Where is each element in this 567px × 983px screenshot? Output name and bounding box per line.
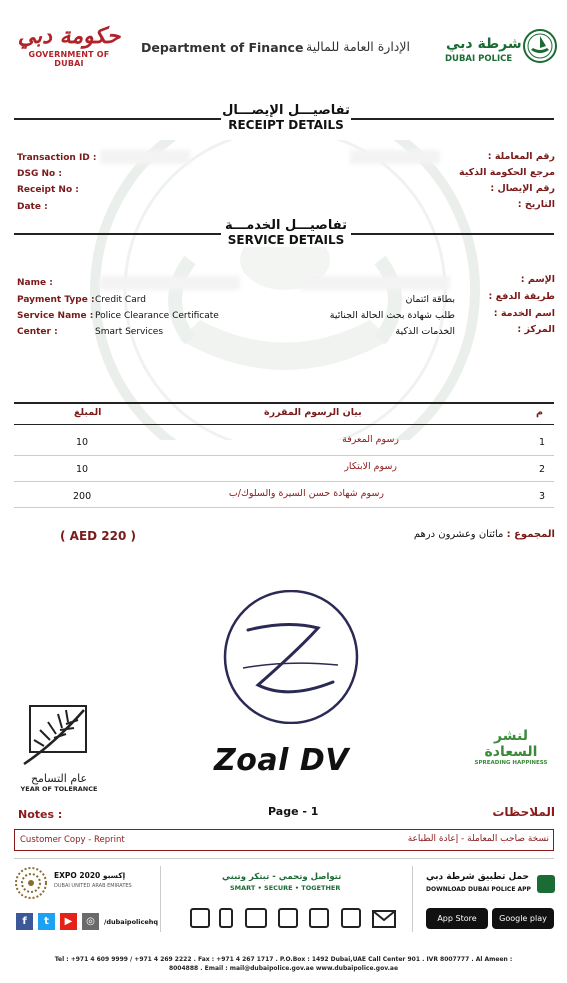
contact-line-1: Tel : +971 4 609 9999 / +971 4 269 2222 . Fax : +971 4 267 1717 . P.O.Box : 1492 Dubai,UAE Call Center 901 . IVR 8007777 . Al Ameen : <box>54 956 513 963</box>
receipt-no-label: Receipt No : <box>17 185 79 195</box>
youtube-icon[interactable]: ▶ <box>60 913 77 930</box>
government-of-dubai-logo <box>14 22 124 72</box>
email-icon[interactable] <box>372 910 396 928</box>
footer-divider <box>412 866 413 932</box>
total-amount: ( AED 220 ) <box>60 529 136 543</box>
payment-type-label-ar: طريقة الدفع : <box>488 291 555 302</box>
fees-col-amount: المبلغ <box>74 407 102 418</box>
copy-note-ar: نسخة صاحب المعاملة - إعادة الطباعة <box>407 834 549 844</box>
dsg-no-label-ar: مرجع الحكومة الذكية <box>458 167 555 178</box>
fee-row-1-amount: 10 <box>76 437 89 448</box>
fee-row-3-amount: 200 <box>73 491 92 502</box>
contact-line-2: 8004888 . Email : mail@dubaipolice.gov.ae www.dubaipolice.gov.ae <box>168 965 399 972</box>
page-number: Page - 1 <box>268 805 319 818</box>
signature-stamp <box>218 590 364 724</box>
gov-arabic-text: حكومة دبي <box>17 23 121 49</box>
receipt-no-label-ar: رقم الإيصال : <box>490 183 555 194</box>
police-name-ar: شرطة دبي <box>446 36 522 52</box>
computer-icon[interactable] <box>190 908 210 928</box>
fee-row-divider <box>14 455 554 456</box>
mobile-phone-icon[interactable] <box>219 908 233 928</box>
service-title-ar: تفاصيـــل الخدمـــة <box>225 218 347 233</box>
google-play-button[interactable]: Google play <box>492 908 554 929</box>
transaction-id-label-ar: رقم المعاملة : <box>487 151 555 162</box>
redacted-name-ar <box>300 276 450 290</box>
service-name-label: Service Name : <box>17 311 94 321</box>
tablet-icon[interactable] <box>309 908 329 928</box>
twitter-icon[interactable]: t <box>38 913 55 930</box>
payment-type-label: Payment Type : <box>17 295 95 305</box>
contact-info <box>20 955 547 973</box>
fee-row-divider <box>14 507 554 508</box>
expo-2020-logo-icon <box>14 866 48 900</box>
name-label-ar: الإسم : <box>520 274 555 285</box>
fees-col-desc: بيان الرسوم المقررة <box>264 407 362 418</box>
fees-table-header-border <box>14 424 554 425</box>
smart-slogan-ar: تتواصل وتحمي - تبتكر وتبني <box>222 872 342 882</box>
date-label: Date : <box>17 202 48 212</box>
date-label-ar: التاريخ : <box>517 199 555 210</box>
vr-headset-icon[interactable] <box>341 908 361 928</box>
notes-label-en: Notes : <box>18 808 63 821</box>
receipt-title-en: RECEIPT DETAILS <box>228 118 344 132</box>
facebook-icon[interactable]: f <box>16 913 33 930</box>
center-value: Smart Services <box>95 327 164 337</box>
police-name-en: DUBAI POLICE <box>445 54 513 64</box>
copy-note-en: Customer Copy - Reprint <box>20 835 125 845</box>
expo-title: EXPO 2020 إكسبو <box>54 871 126 880</box>
payment-type-value-ar: بطاقة ائتمان <box>405 294 455 305</box>
expo-subtitle: DUBAI UNITED ARAB EMIRATES <box>54 883 132 889</box>
gov-english-text: GOVERNMENT OF DUBAI <box>28 50 110 68</box>
app-store-button[interactable]: App Store <box>426 908 488 929</box>
redacted-name <box>100 276 240 290</box>
footer-divider <box>160 866 161 932</box>
fee-row-1-no: 1 <box>539 437 546 448</box>
fees-col-no: م <box>536 407 543 418</box>
service-name-value: Police Clearance Certificate <box>95 311 219 321</box>
fee-row-3-desc: رسوم شهادة حسن السيرة والسلوك/ب <box>228 488 384 499</box>
total-label-ar: المجموع : <box>506 529 555 540</box>
signature-name: Zoal DV <box>214 743 349 778</box>
fee-row-2-no: 2 <box>539 464 546 475</box>
social-handle[interactable]: /dubaipolicehq <box>104 918 159 926</box>
total-words-ar: مائتان وعشرون درهم <box>413 529 504 540</box>
service-name-label-ar: اسم الخدمة : <box>493 308 555 319</box>
download-app-en: DOWNLOAD DUBAI POLICE APP <box>426 886 531 893</box>
footer-rule <box>14 858 554 859</box>
center-label-ar: المركز : <box>517 324 555 335</box>
fee-row-2-desc: رسوم الابتكار <box>344 461 397 472</box>
service-title-en: SERVICE DETAILS <box>227 233 345 247</box>
year-of-tolerance-en: YEAR OF TOLERANCE <box>20 785 98 793</box>
notes-label-ar: الملاحظات <box>492 805 555 819</box>
department-name-en: Department of Finance <box>141 40 304 55</box>
smart-slogan-en: SMART • SECURE • TOGETHER <box>230 884 341 892</box>
receipt-section-title <box>221 103 351 132</box>
kiosk-icon[interactable] <box>278 908 298 928</box>
year-of-tolerance-ar: عام التسامح <box>30 772 88 785</box>
fee-row-1-desc: رسوم المعرفة <box>342 434 399 445</box>
fee-row-2-amount: 10 <box>76 464 89 475</box>
dsg-no-label: DSG No : <box>17 169 62 179</box>
year-of-tolerance-logo <box>14 704 104 800</box>
police-crest-watermark <box>40 140 530 440</box>
dubai-police-app-icon <box>537 875 555 893</box>
department-name-ar: الإدارة العامة للمالية <box>306 39 410 54</box>
center-label: Center : <box>17 327 58 337</box>
dubai-police-crest-icon <box>522 28 558 66</box>
service-name-value-ar: طلب شهادة بحث الحالة الجنائية <box>329 310 455 321</box>
palm-frond-icon <box>14 704 104 768</box>
redacted-transaction-id <box>100 150 190 164</box>
spreading-happiness-logo <box>470 728 552 766</box>
total-ar <box>414 529 555 540</box>
spreading-happiness-ar: لنشر السعادة <box>484 728 538 760</box>
tv-screen-icon[interactable] <box>245 908 267 928</box>
redacted-transaction-id-ar <box>350 150 440 164</box>
fee-row-divider <box>14 481 554 482</box>
transaction-id-label: Transaction ID : <box>17 153 97 163</box>
fee-row-3-no: 3 <box>539 491 546 502</box>
receipt-title-ar: تفاصيـــل الإيصـــال <box>222 103 350 118</box>
payment-type-value: Credit Card <box>95 295 146 305</box>
center-value-ar: الخدمات الذكية <box>395 326 455 337</box>
name-label: Name : <box>17 278 53 288</box>
instagram-icon[interactable]: ◎ <box>82 913 99 930</box>
download-app-ar: حمل تطبيق شرطة دبي <box>426 872 530 882</box>
spreading-happiness-en: SPREADING HAPPINESS <box>474 760 548 766</box>
service-section-title <box>221 218 351 247</box>
fees-table-top-border <box>14 402 554 404</box>
